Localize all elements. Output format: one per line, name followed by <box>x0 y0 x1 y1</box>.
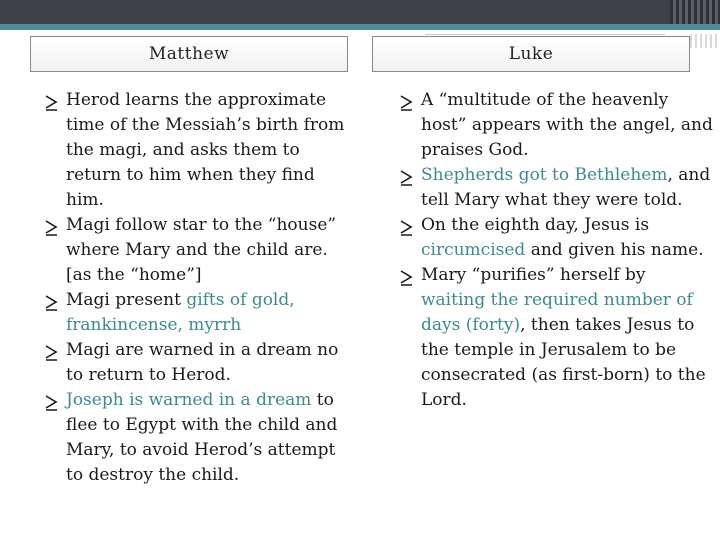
bullet-text: Magi present <box>66 290 187 310</box>
arrow-bullet-icon <box>399 88 417 113</box>
matthew-bullet-item <box>30 338 350 388</box>
bullet-text: Mary “purifies” herself by <box>421 265 646 285</box>
matthew-bullet-item <box>30 88 350 213</box>
luke-header-label: Luke <box>508 44 554 64</box>
matthew-bullet-item <box>30 288 350 338</box>
top-banner <box>0 0 720 24</box>
highlighted-text: Shepherds got to Bethlehem <box>421 165 668 185</box>
luke-bullet-item <box>385 163 715 213</box>
matthew-bullet-item <box>30 213 350 288</box>
bullet-text: , then takes Jesus to the temple in Jerusalem to be consecrated (as first-born) to the Lord. <box>421 315 706 410</box>
bullet-text: Herod learns the approximate time of the Messiah’s birth from the magi, and asks them to return to him when they find him. <box>66 90 345 210</box>
luke-bullet-item <box>385 213 715 263</box>
arrow-bullet-icon <box>44 88 62 113</box>
luke-bullet-list <box>385 88 715 413</box>
highlighted-text: Joseph is warned in a dream <box>66 390 312 410</box>
decorative-hatch <box>690 34 720 48</box>
highlighted-text: waiting the required number of days (forty) <box>421 290 693 335</box>
bullet-text: to flee to Egypt with the child and Mary, to avoid Herod’s attempt to destroy the child. <box>66 390 338 485</box>
arrow-bullet-icon <box>399 213 417 238</box>
highlighted-text: circumcised <box>421 240 526 260</box>
arrow-bullet-icon <box>44 213 62 238</box>
matthew-bullet-list <box>30 88 350 488</box>
arrow-bullet-icon <box>44 288 62 313</box>
arrow-bullet-icon <box>44 388 62 413</box>
highlighted-text: gifts of gold, frankincense, myrrh <box>66 290 295 335</box>
bullet-text: On the eighth day, Jesus is <box>421 215 650 235</box>
matthew-header-label: Matthew <box>148 44 230 64</box>
bullet-text: A “multitude of the heavenly host” appears with the angel, and praises God. <box>421 90 713 160</box>
luke-column-header <box>372 36 690 72</box>
bullet-text: , and tell Mary what they were told. <box>421 165 711 210</box>
decorative-line <box>425 34 665 35</box>
top-banner-dark <box>0 0 720 24</box>
bullet-text: Magi follow star to the “house” where Mary and the child are. [as the “home”] <box>66 215 337 285</box>
top-banner-texture <box>670 0 720 24</box>
bullet-text: Magi are warned in a dream no to return to Herod. <box>66 340 339 385</box>
matthew-column-header <box>30 36 348 72</box>
luke-bullet-item <box>385 263 715 413</box>
bullet-text: and given his name. <box>525 240 704 260</box>
luke-bullet-item <box>385 88 715 163</box>
arrow-bullet-icon <box>399 163 417 188</box>
top-banner-accent-strip <box>0 24 720 30</box>
arrow-bullet-icon <box>44 338 62 363</box>
arrow-bullet-icon <box>399 263 417 288</box>
matthew-bullet-item <box>30 388 350 488</box>
